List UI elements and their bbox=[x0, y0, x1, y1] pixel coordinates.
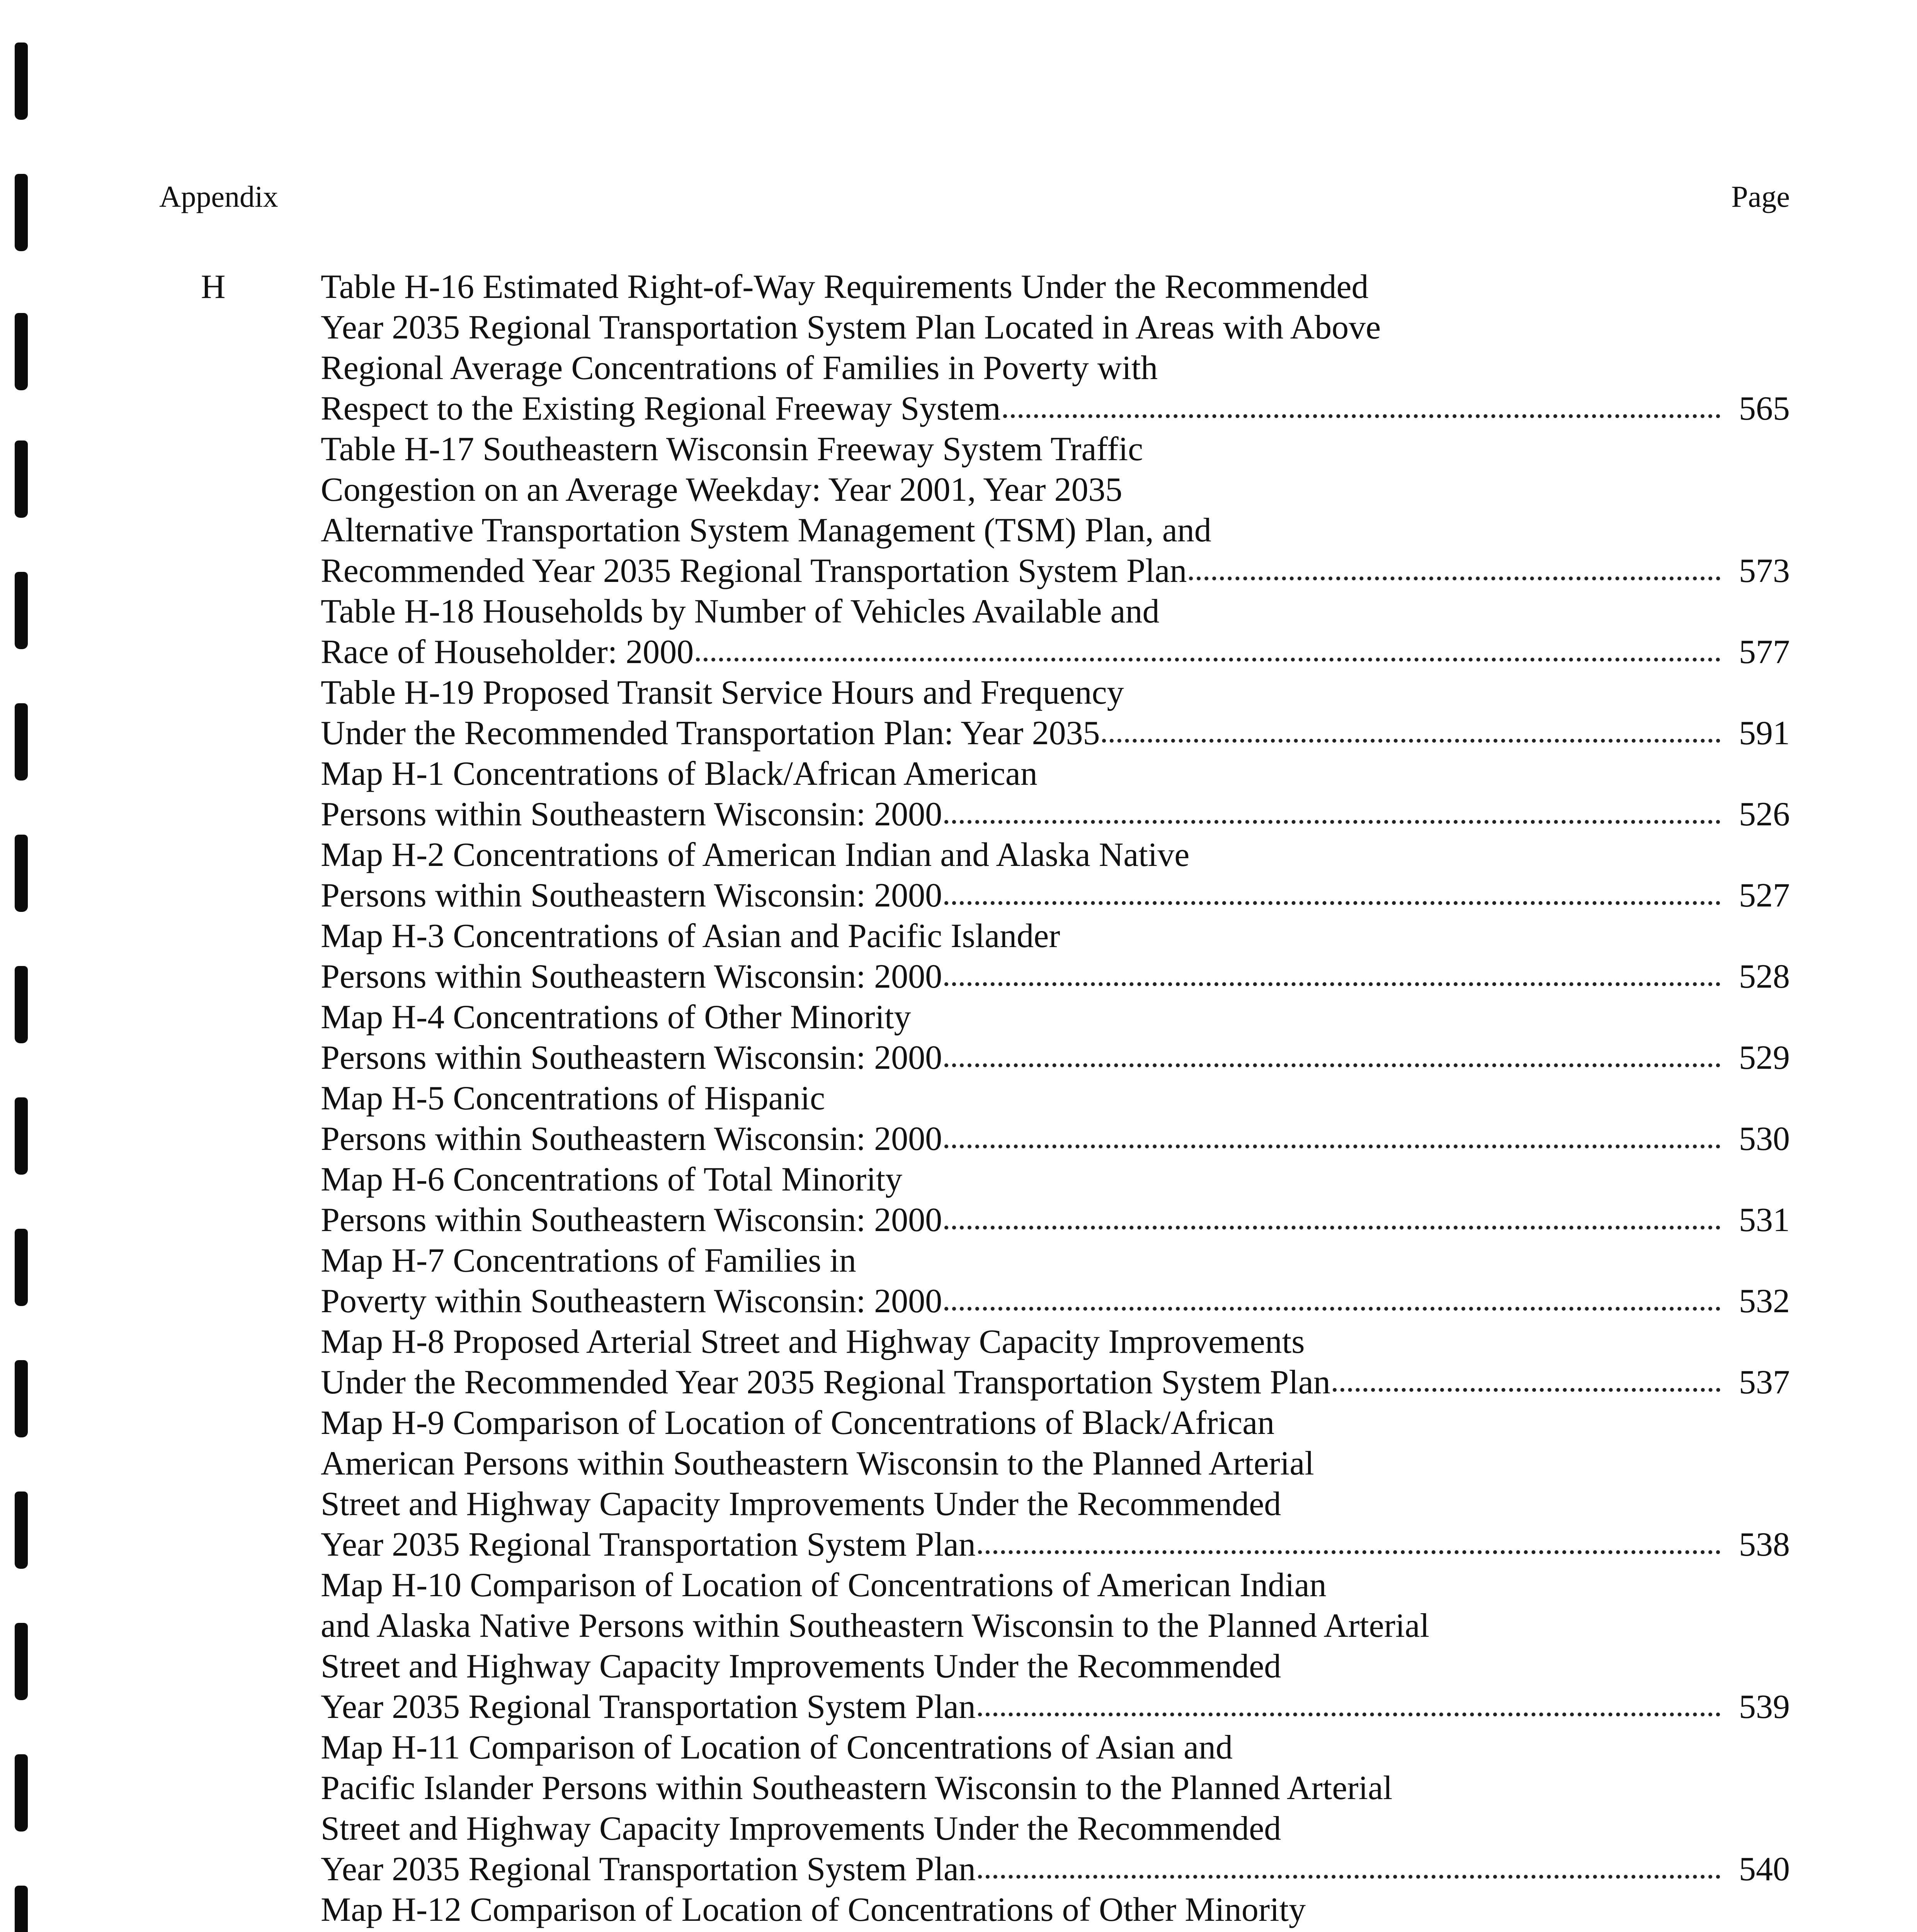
binding-mark bbox=[15, 1360, 28, 1437]
toc-entry bbox=[321, 267, 1790, 429]
toc-entry-last-line bbox=[321, 388, 1790, 429]
toc-entry-last-line bbox=[321, 1362, 1790, 1403]
toc-entry-last-line bbox=[321, 956, 1790, 997]
toc-entry-line: American Persons within Southeastern Wisconsin to the Planned Arterial bbox=[321, 1445, 1314, 1482]
dot-leader bbox=[978, 1543, 1720, 1554]
column-header-appendix: Appendix bbox=[159, 180, 278, 213]
toc-entry-last-line bbox=[321, 1849, 1790, 1889]
binding-mark bbox=[15, 1097, 28, 1175]
toc-entry-line: Map H-12 Comparison of Location of Concentrations of Other Minority bbox=[321, 1891, 1306, 1929]
toc-entry bbox=[321, 997, 1790, 1078]
toc-entry-line: Map H-11 Comparison of Location of Concentrations of Asian and bbox=[321, 1729, 1233, 1766]
binding-mark bbox=[15, 440, 28, 518]
toc-entry-list bbox=[321, 267, 1790, 1932]
toc-entry-last-line bbox=[321, 632, 1790, 672]
toc-entry-line: Poverty within Southeastern Wisconsin: 2000 bbox=[321, 1282, 942, 1320]
toc-entry-line: Congestion on an Average Weekday: Year 2001, Year 2035 bbox=[321, 471, 1123, 509]
toc-entry-line: Map H-7 Concentrations of Families in bbox=[321, 1242, 856, 1279]
binding-mark bbox=[15, 1754, 28, 1832]
toc-entry-last-line bbox=[321, 1119, 1790, 1159]
toc-entry-line: Map H-9 Comparison of Location of Concentrations of Black/African bbox=[321, 1404, 1275, 1442]
binding-mark bbox=[15, 703, 28, 781]
toc-entry-line: Persons within Southeastern Wisconsin: 2000 bbox=[321, 1039, 942, 1077]
binding-mark bbox=[15, 1229, 28, 1306]
toc-entry-line: Table H-16 Estimated Right-of-Way Requirements Under the Recommended bbox=[321, 268, 1369, 306]
toc-page-number: 537 bbox=[1739, 1364, 1790, 1401]
dot-leader bbox=[978, 1867, 1720, 1879]
toc-page-number: 526 bbox=[1739, 796, 1790, 833]
toc-entry bbox=[321, 1321, 1790, 1403]
toc-entry-last-line bbox=[321, 551, 1790, 591]
toc-page-number: 530 bbox=[1739, 1120, 1790, 1158]
toc-entry-line: Map H-5 Concentrations of Hispanic bbox=[321, 1080, 825, 1117]
toc-entry-line: Under the Recommended Year 2035 Regional Transportation System Plan bbox=[321, 1364, 1330, 1401]
toc-entry-last-line bbox=[321, 794, 1790, 835]
toc-entry-line: Under the Recommended Transportation Plan: Year 2035 bbox=[321, 714, 1100, 752]
toc-entry-line: Race of Householder: 2000 bbox=[321, 633, 694, 671]
toc-entry-line: Persons within Southeastern Wisconsin: 2000 bbox=[321, 1120, 942, 1158]
toc-entry-line: Recommended Year 2035 Regional Transportation System Plan bbox=[321, 552, 1187, 590]
toc-entry-line: Table H-17 Southeastern Wisconsin Freeway System Traffic bbox=[321, 430, 1143, 468]
toc-entry-last-line bbox=[321, 875, 1790, 916]
toc-entry-line: Year 2035 Regional Transportation System Plan bbox=[321, 1526, 976, 1563]
toc-entry-line: Persons within Southeastern Wisconsin: 2000 bbox=[321, 877, 942, 914]
toc-entry-line: Year 2035 Regional Transportation System Plan bbox=[321, 1688, 976, 1726]
toc-entry-last-line bbox=[321, 713, 1790, 753]
toc-entry-line: Table H-18 Households by Number of Vehicles Available and bbox=[321, 593, 1160, 630]
toc-page-number: 565 bbox=[1739, 390, 1790, 427]
toc-page-number: 531 bbox=[1739, 1201, 1790, 1239]
binding-mark bbox=[15, 1623, 28, 1700]
toc-entry bbox=[321, 1403, 1790, 1565]
dot-leader bbox=[1003, 406, 1720, 418]
toc-entry bbox=[321, 1159, 1790, 1240]
toc-entry-last-line bbox=[321, 1281, 1790, 1321]
toc-entry-line: Map H-4 Concentrations of Other Minority bbox=[321, 998, 911, 1036]
binding-mark bbox=[15, 1886, 28, 1932]
toc-entry bbox=[321, 835, 1790, 916]
toc-entry bbox=[321, 1727, 1790, 1889]
toc-entry-line: Year 2035 Regional Transportation System Plan bbox=[321, 1850, 976, 1888]
toc-entry-line: Street and Highway Capacity Improvements Under the Recommended bbox=[321, 1810, 1281, 1847]
toc-entry bbox=[321, 1078, 1790, 1159]
toc-entry-last-line bbox=[321, 1037, 1790, 1078]
toc-entry bbox=[321, 591, 1790, 672]
dot-leader bbox=[1102, 731, 1720, 743]
toc-entry bbox=[321, 1565, 1790, 1727]
toc-entry-line: and Alaska Native Persons within Southeastern Wisconsin to the Planned Arterial bbox=[321, 1607, 1430, 1645]
toc-page-number: 538 bbox=[1739, 1526, 1790, 1563]
toc-entry bbox=[321, 1240, 1790, 1321]
toc-page-number: 573 bbox=[1739, 552, 1790, 590]
dot-leader bbox=[944, 1137, 1720, 1148]
dot-leader bbox=[944, 1056, 1720, 1067]
toc-entry-line: Map H-3 Concentrations of Asian and Pacific Islander bbox=[321, 917, 1060, 955]
toc-entry-line: Map H-1 Concentrations of Black/African American bbox=[321, 755, 1038, 793]
dot-leader bbox=[1333, 1380, 1720, 1392]
toc-entry bbox=[321, 753, 1790, 835]
binding-mark bbox=[15, 966, 28, 1043]
toc-page-number: 539 bbox=[1739, 1688, 1790, 1726]
dot-leader bbox=[944, 812, 1720, 824]
dot-leader bbox=[944, 1299, 1720, 1311]
toc-page-number: 577 bbox=[1739, 633, 1790, 671]
toc-page-number: 528 bbox=[1739, 958, 1790, 995]
toc-entry-last-line bbox=[321, 1524, 1790, 1565]
toc-entry-line bbox=[321, 1930, 1790, 1932]
toc-entry-line: Pacific Islander Persons within Southeastern Wisconsin to the Planned Arterial bbox=[321, 1769, 1393, 1807]
binding-mark bbox=[15, 43, 28, 120]
toc-page-number: 591 bbox=[1739, 714, 1790, 752]
binding-mark bbox=[15, 1492, 28, 1569]
toc-entry bbox=[321, 916, 1790, 997]
toc-entry-line: Persons within Southeastern Wisconsin: 2000 bbox=[321, 796, 942, 833]
binding-mark bbox=[15, 572, 28, 649]
toc-entry-line: Alternative Transportation System Management (TSM) Plan, and bbox=[321, 512, 1211, 549]
column-header-page: Page bbox=[1731, 180, 1790, 213]
toc-entry-line: Map H-2 Concentrations of American Indian and Alaska Native bbox=[321, 836, 1190, 874]
toc-page-number: 527 bbox=[1739, 877, 1790, 914]
toc-entry-line: Map H-6 Concentrations of Total Minority bbox=[321, 1161, 903, 1198]
toc-entry bbox=[321, 1889, 1790, 1932]
dot-leader bbox=[944, 975, 1720, 986]
toc-page-number: 540 bbox=[1739, 1850, 1790, 1888]
dot-leader bbox=[944, 893, 1720, 905]
toc-entry-line: Regional Average Concentrations of Families in Poverty with bbox=[321, 349, 1158, 387]
toc-entry-line: Map H-10 Comparison of Location of Concentrations of American Indian bbox=[321, 1566, 1327, 1604]
toc-page-number: 529 bbox=[1739, 1039, 1790, 1077]
dot-leader bbox=[1189, 569, 1720, 580]
toc-entry bbox=[321, 429, 1790, 591]
toc-entry-last-line bbox=[321, 1687, 1790, 1727]
toc-entry-line: Street and Highway Capacity Improvements Under the Recommended bbox=[321, 1648, 1281, 1685]
toc-entry-line: Year 2035 Regional Transportation System Plan Located in Areas with Above bbox=[321, 309, 1381, 346]
dot-leader bbox=[696, 650, 1720, 662]
dot-leader bbox=[944, 1218, 1720, 1230]
binding-mark bbox=[15, 174, 28, 251]
toc-entry bbox=[321, 672, 1790, 753]
toc-page-number: 532 bbox=[1739, 1282, 1790, 1320]
toc-entry-line: Map H-8 Proposed Arterial Street and Highway Capacity Improvements bbox=[321, 1323, 1305, 1361]
binding-mark bbox=[15, 313, 28, 390]
toc-entry-line: Respect to the Existing Regional Freeway System bbox=[321, 390, 1001, 427]
dot-leader bbox=[978, 1705, 1720, 1716]
toc-entry-last-line bbox=[321, 1200, 1790, 1240]
toc-entry-line: Table H-19 Proposed Transit Service Hours and Frequency bbox=[321, 674, 1124, 711]
appendix-letter: H bbox=[201, 268, 226, 306]
toc-entry-line: Persons within Southeastern Wisconsin: 2000 bbox=[321, 958, 942, 995]
binding-mark bbox=[15, 835, 28, 912]
toc-entry-line: Persons within Southeastern Wisconsin: 2000 bbox=[321, 1201, 942, 1239]
toc-entry-line: Street and Highway Capacity Improvements Under the Recommended bbox=[321, 1485, 1281, 1523]
